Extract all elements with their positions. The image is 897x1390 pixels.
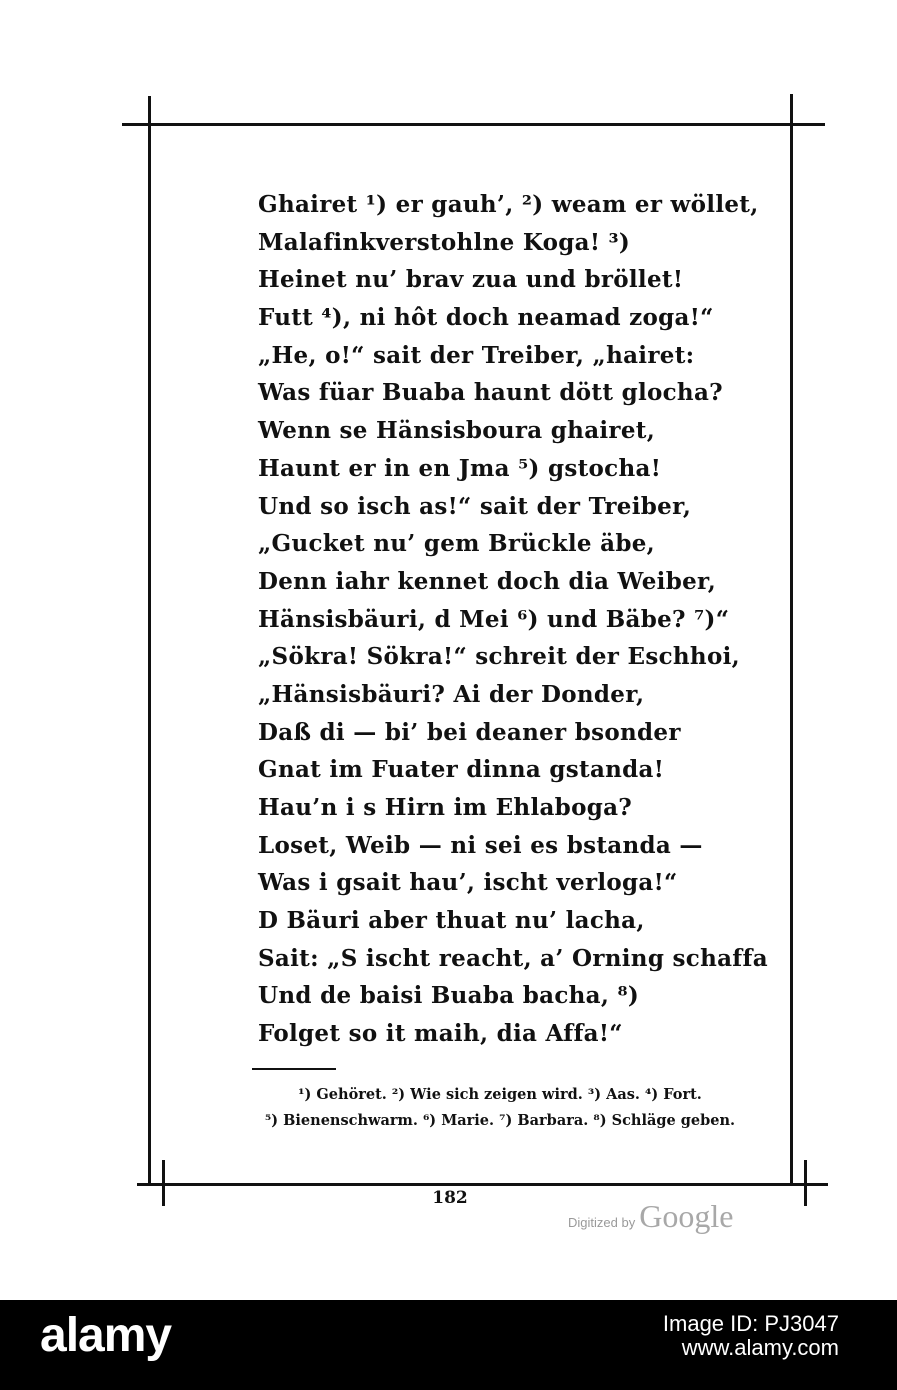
watermark-bar — [0, 1300, 897, 1390]
google-logo: Google — [639, 1198, 734, 1234]
left-frame-line — [148, 123, 151, 1185]
poem-line: Was i gsait hau’, ischt verloga!“ — [258, 869, 678, 897]
poem-line: Wenn se Hänsisboura ghairet, — [258, 417, 656, 445]
digitized-prefix: Digitized by — [568, 1215, 636, 1230]
poem-line: Was füar Buaba haunt dött glocha? — [258, 379, 723, 407]
poem-line: Sait: „S ischt reacht, a’ Orning schaffa — [258, 944, 768, 972]
poem-line: Und so isch as!“ sait der Treiber, — [258, 492, 692, 520]
poem-line: „Gucket nu’ gem Brückle äbe, — [258, 530, 655, 558]
poem-line: „Hänsisbäuri? Ai der Donder, — [258, 680, 645, 708]
bottom-rule — [137, 1183, 828, 1186]
poem-line: Ghairet ¹) er gauh’, ²) weam er wöllet, — [258, 191, 759, 218]
poem-line: Hau’n i s Hirn im Ehlaboga? — [258, 794, 633, 821]
poem-line: D Bäuri aber thuat nu’ lacha, — [258, 907, 645, 935]
poem-line: Malafinkverstohlne Koga! ³) — [258, 228, 631, 256]
poem-line: Folget so it maih, dia Affa!“ — [258, 1020, 623, 1048]
poem-line: Hänsisbäuri, d Mei ⁶) und Bäbe? ⁷)“ — [258, 605, 730, 633]
poem-line: Haunt er in en Jma ⁵) gstocha! — [258, 454, 662, 482]
alamy-logo: alamy — [40, 1309, 172, 1362]
poem-line: Und de baisi Buaba bacha, ⁸) — [258, 982, 640, 1010]
poem-text — [258, 186, 778, 1053]
poem-line: Daß di — bi’ bei deaner bsonder — [258, 718, 681, 746]
poem-line: Gnat im Fuater dinna gstanda! — [258, 756, 665, 784]
bottom-right-tick — [804, 1160, 807, 1206]
image-id-label: Image ID: PJ3047 — [662, 1311, 839, 1336]
footnote-rule — [252, 1068, 336, 1070]
page-number: 182 — [432, 1188, 468, 1208]
footnote-line-1: ¹) Gehöret. ²) Wie sich zeigen wird. ³) Aas. ⁴) Fort. — [298, 1086, 702, 1103]
poem-line: Loset, Weib — ni sei es bstanda — — [258, 831, 703, 859]
poem-line: „Sökra! Sökra!“ schreit der Eschhoi, — [258, 643, 740, 671]
image-id-block — [663, 1312, 839, 1360]
poem-line: „He, o!“ sait der Treiber, „hairet: — [258, 341, 695, 369]
top-rule — [122, 123, 825, 126]
poem-line: Denn iahr kennet doch dia Weiber, — [258, 567, 717, 595]
digitized-by-google — [568, 1198, 733, 1235]
site-url: www.alamy.com — [681, 1335, 839, 1360]
footnote-line-2: ⁵) Bienenschwarm. ⁶) Marie. ⁷) Barbara. ⁸) Schläge geben. — [264, 1112, 736, 1129]
bottom-left-tick — [162, 1160, 165, 1206]
poem-line: Futt ⁴), ni hôt doch neamad zoga!“ — [258, 304, 714, 332]
right-frame-line — [790, 123, 793, 1185]
poem-line: Heinet nu’ brav zua und bröllet! — [258, 266, 684, 294]
